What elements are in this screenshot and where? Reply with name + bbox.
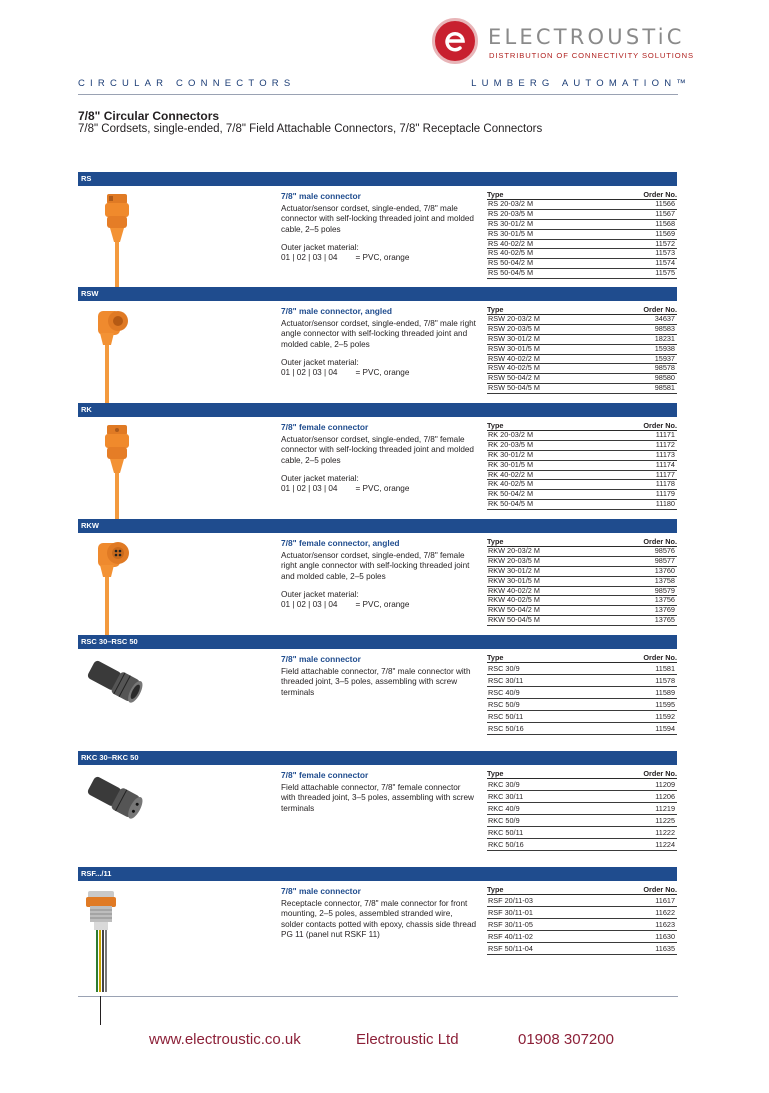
type-cell: RSC 50/9 — [488, 700, 520, 709]
product-section — [78, 172, 677, 284]
footer-divider — [78, 996, 678, 997]
type-cell: RK 50-04/5 M — [488, 499, 534, 509]
product-section — [78, 751, 677, 863]
type-cell: RSW 20-03/2 M — [488, 314, 540, 323]
order-number-cell: 98580 — [654, 373, 675, 383]
order-number-cell: 11594 — [655, 724, 675, 733]
order-number-cell: 11171 — [655, 430, 675, 439]
column-header-order: Order No. — [643, 305, 677, 314]
jacket-material: = PVC, orange — [355, 484, 410, 494]
order-number-cell: 11569 — [655, 228, 675, 238]
table-row — [487, 779, 677, 791]
column-header-type: Type — [487, 653, 504, 662]
order-table — [487, 769, 677, 851]
table-row — [487, 815, 677, 827]
column-header-order: Order No. — [643, 190, 677, 199]
order-number-cell: 11617 — [655, 896, 675, 905]
order-number-cell: 11206 — [655, 792, 675, 801]
section-header-bar: RS — [78, 172, 677, 186]
jacket-code-list: 01 | 02 | 03 | 04 — [281, 253, 338, 263]
jacket-code-list: 01 | 02 | 03 | 04 — [281, 600, 338, 610]
type-cell: RS 40-02/5 M — [488, 248, 534, 258]
product-description — [281, 306, 477, 378]
product-text: Actuator/sensor cordset, single-ended, 7/8" male right angle connector with self-locking threaded joint and molded cable, 2–5 poles — [281, 319, 476, 349]
jacket-material: = PVC, orange — [355, 368, 410, 378]
order-table — [487, 421, 677, 510]
order-number-cell: 11622 — [655, 908, 675, 917]
product-section — [78, 403, 677, 515]
order-number-cell: 98583 — [654, 323, 675, 333]
type-cell: RSF 30/11-01 — [488, 908, 533, 917]
table-row — [487, 687, 677, 699]
type-cell: RSF 40/11-02 — [488, 932, 533, 941]
section-header-bar: RKW — [78, 519, 677, 533]
product-text: Field attachable connector, 7/8" female connector with threaded joint, 3–5 poles, assembling with screw terminals — [281, 783, 474, 813]
table-row — [487, 931, 677, 943]
product-title: 7/8" female connector, angled — [281, 538, 400, 548]
type-cell: RK 20-03/2 M — [488, 430, 534, 439]
product-description — [281, 422, 477, 494]
jacket-code-list: 01 | 02 | 03 | 04 — [281, 368, 338, 378]
order-number-cell: 98577 — [654, 555, 675, 565]
order-number-cell: 15937 — [654, 353, 675, 363]
column-header-order: Order No. — [643, 653, 677, 662]
type-cell: RKW 30-01/2 M — [488, 565, 540, 575]
footer-website[interactable]: www.electroustic.co.uk — [149, 1031, 301, 1048]
product-description — [281, 770, 477, 814]
order-number-cell: 11574 — [655, 258, 675, 268]
product-description — [281, 654, 477, 698]
product-description — [281, 538, 477, 610]
product-section — [78, 635, 677, 747]
field-female-connector-icon — [80, 767, 140, 832]
type-cell: RSC 40/9 — [488, 688, 520, 697]
order-number-cell: 11222 — [655, 828, 675, 837]
column-header-type: Type — [487, 885, 504, 894]
order-number-cell: 13758 — [654, 575, 675, 585]
product-section — [78, 519, 677, 631]
order-number-cell: 11177 — [655, 469, 675, 479]
brand-logo — [432, 18, 692, 64]
product-text: Actuator/sensor cordset, single-ended, 7/8" female connector with self-locking threaded joint and molded cable, 2–5 poles — [281, 435, 474, 465]
receptacle-connector-icon — [78, 883, 138, 998]
type-cell: RSF 30/11-05 — [488, 920, 533, 929]
type-cell: RKW 30-01/5 M — [488, 575, 540, 585]
type-cell: RK 30-01/5 M — [488, 459, 534, 469]
order-table — [487, 537, 677, 626]
order-number-cell: 11174 — [655, 459, 675, 469]
order-number-cell: 11180 — [655, 499, 675, 509]
type-cell: RSW 50-04/2 M — [488, 373, 540, 383]
jacket-codes — [281, 253, 477, 263]
table-header — [487, 885, 677, 895]
order-number-cell: 11209 — [655, 780, 675, 789]
order-number-cell: 13760 — [654, 565, 675, 575]
table-row — [487, 699, 677, 711]
type-cell: RKC 50/16 — [488, 840, 524, 849]
table-row — [487, 839, 677, 851]
type-cell: RSC 30/11 — [488, 676, 524, 685]
order-number-cell: 11573 — [655, 248, 675, 258]
order-number-cell: 11595 — [655, 700, 675, 709]
product-title: 7/8" male connector — [281, 886, 361, 896]
order-number-cell: 11224 — [655, 840, 675, 849]
order-number-cell: 15938 — [654, 343, 675, 353]
order-number-cell: 11592 — [655, 712, 675, 721]
type-cell: RK 30-01/2 M — [488, 449, 534, 459]
type-cell: RSW 40-02/5 M — [488, 363, 540, 373]
order-table — [487, 305, 677, 394]
column-header-type: Type — [487, 421, 504, 430]
angled-female-cordset-icon — [88, 535, 148, 650]
type-cell: RSC 50/16 — [488, 724, 524, 733]
product-text: Field attachable connector, 7/8" male connector with threaded joint, 3–5 poles, assembling with screw terminals — [281, 667, 471, 697]
table-row — [487, 663, 677, 675]
order-number-cell: 11575 — [655, 268, 675, 278]
table-row — [487, 803, 677, 815]
type-cell: RS 30-01/2 M — [488, 218, 534, 228]
type-cell: RKC 40/9 — [488, 804, 520, 813]
jacket-codes — [281, 484, 477, 494]
type-cell: RSW 40-02/2 M — [488, 353, 540, 363]
table-row — [487, 384, 677, 394]
type-cell: RS 30-01/5 M — [488, 228, 534, 238]
table-row — [487, 675, 677, 687]
order-number-cell: 11225 — [655, 816, 675, 825]
table-header — [487, 769, 677, 779]
order-number-cell: 34637 — [654, 314, 675, 323]
section-header-bar: RSW — [78, 287, 677, 301]
straight-female-cordset-icon — [93, 419, 153, 534]
jacket-codes — [281, 368, 477, 378]
page-subtitle: 7/8" Cordsets, single-ended, 7/8" Field Attachable Connectors, 7/8" Receptacle Connectors — [78, 123, 543, 135]
type-cell: RKW 40-02/5 M — [488, 595, 540, 605]
column-header-order: Order No. — [643, 769, 677, 778]
table-row — [487, 895, 677, 907]
type-cell: RK 40-02/5 M — [488, 479, 534, 489]
order-table — [487, 885, 677, 955]
column-header-order: Order No. — [643, 885, 677, 894]
order-number-cell: 11635 — [655, 944, 675, 953]
type-cell: RSC 50/11 — [488, 712, 524, 721]
order-number-cell: 11568 — [655, 218, 675, 228]
product-title: 7/8" male connector — [281, 191, 361, 201]
type-cell: RKC 50/11 — [488, 828, 524, 837]
order-number-cell: 11630 — [655, 932, 675, 941]
type-cell: RSW 30-01/5 M — [488, 343, 540, 353]
product-title: 7/8" male connector — [281, 654, 361, 664]
jacket-codes — [281, 600, 477, 610]
type-cell: RK 20-03/5 M — [488, 439, 534, 449]
jacket-label: Outer jacket material: — [281, 473, 359, 483]
jacket-code-list: 01 | 02 | 03 | 04 — [281, 484, 338, 494]
table-row — [487, 827, 677, 839]
logo-e-icon — [432, 18, 478, 64]
section-header-bar: RKC 30–RKC 50 — [78, 751, 677, 765]
order-number-cell: 11623 — [655, 920, 675, 929]
order-number-cell: 13765 — [654, 615, 675, 625]
column-header-type: Type — [487, 537, 504, 546]
table-row — [487, 907, 677, 919]
jacket-label: Outer jacket material: — [281, 589, 359, 599]
product-text: Receptacle connector, 7/8" male connector for front mounting, 2–5 poles, assembled stranded wire, solder contacts potted with epoxy, chassis side thread PG 11 (panel nut RSKF 11) — [281, 899, 477, 939]
table-row — [487, 943, 677, 955]
table-row — [487, 711, 677, 723]
product-section — [78, 867, 677, 979]
order-number-cell: 18231 — [654, 333, 675, 343]
type-cell: RKC 50/9 — [488, 816, 520, 825]
jacket-label: Outer jacket material: — [281, 242, 359, 252]
footer-company: Electroustic Ltd — [356, 1031, 459, 1048]
type-cell: RKW 20-03/5 M — [488, 555, 540, 565]
type-cell: RS 50-04/5 M — [488, 268, 534, 278]
order-number-cell: 11581 — [655, 664, 675, 673]
section-header-bar: RSF.../11 — [78, 867, 677, 881]
order-number-cell: 98578 — [654, 363, 675, 373]
order-number-cell: 98579 — [654, 585, 675, 595]
type-cell: RSW 30-01/2 M — [488, 333, 540, 343]
order-number-cell: 13769 — [654, 605, 675, 615]
brand-tagline: DISTRIBUTION OF CONNECTIVITY SOLUTIONS — [489, 51, 694, 60]
table-row — [487, 723, 677, 735]
order-number-cell: 11566 — [655, 199, 675, 208]
jacket-label: Outer jacket material: — [281, 357, 359, 367]
column-header-order: Order No. — [643, 537, 677, 546]
page-marker — [100, 996, 101, 1025]
order-table — [487, 190, 677, 279]
product-section — [78, 287, 677, 399]
category-header: CIRCULAR CONNECTORS — [78, 78, 296, 89]
product-title: 7/8" male connector, angled — [281, 306, 393, 316]
column-header-order: Order No. — [643, 421, 677, 430]
order-number-cell: 11567 — [655, 208, 675, 218]
order-number-cell: 13756 — [654, 595, 675, 605]
type-cell: RK 50-04/2 M — [488, 489, 534, 499]
order-number-cell: 11178 — [655, 479, 675, 489]
type-cell: RS 50-04/2 M — [488, 258, 534, 268]
order-number-cell: 98581 — [654, 383, 675, 393]
order-number-cell: 11172 — [655, 439, 675, 449]
order-number-cell: 11578 — [655, 676, 675, 685]
section-header-bar: RSC 30–RSC 50 — [78, 635, 677, 649]
product-description — [281, 191, 477, 263]
product-text: Actuator/sensor cordset, single-ended, 7/8" female right angle connector with self-locking threaded joint and molded cable, 2–5 poles — [281, 551, 470, 581]
type-cell: RKW 50-04/5 M — [488, 615, 540, 625]
header-divider — [78, 94, 678, 95]
field-male-connector-icon — [80, 651, 140, 716]
manufacturer-header: LUMBERG AUTOMATION™ — [471, 78, 691, 89]
type-cell: RSC 30/9 — [488, 664, 520, 673]
type-cell: RKC 30/9 — [488, 780, 520, 789]
order-number-cell: 11219 — [655, 804, 675, 813]
section-header-bar: RK — [78, 403, 677, 417]
jacket-material: = PVC, orange — [355, 600, 410, 610]
type-cell: RS 20-03/2 M — [488, 199, 534, 208]
table-row — [487, 269, 677, 279]
type-cell: RKC 30/11 — [488, 792, 524, 801]
page-title: 7/8" Circular Connectors — [78, 109, 220, 123]
straight-male-cordset-icon — [93, 188, 153, 303]
column-header-type: Type — [487, 190, 504, 199]
order-table — [487, 653, 677, 735]
type-cell: RKW 20-03/2 M — [488, 546, 540, 555]
order-number-cell: 98576 — [654, 546, 675, 555]
table-row — [487, 500, 677, 510]
angled-male-cordset-icon — [88, 303, 148, 418]
product-title: 7/8" female connector — [281, 422, 369, 432]
brand-name: ELECTROUSTiC — [488, 25, 685, 49]
type-cell: RSF 50/11-04 — [488, 944, 533, 953]
table-header — [487, 653, 677, 663]
jacket-material: = PVC, orange — [355, 253, 410, 263]
column-header-type: Type — [487, 769, 504, 778]
type-cell: RKW 50-04/2 M — [488, 605, 540, 615]
product-text: Actuator/sensor cordset, single-ended, 7/8" male connector with self-locking threaded joint and molded cable, 2–5 poles — [281, 204, 474, 234]
type-cell: RKW 40-02/2 M — [488, 585, 540, 595]
order-number-cell: 11179 — [655, 489, 675, 499]
table-row — [487, 791, 677, 803]
type-cell: RS 40-02/2 M — [488, 238, 534, 248]
product-description — [281, 886, 477, 940]
footer-phone: 01908 307200 — [518, 1031, 614, 1048]
type-cell: RSF 20/11-03 — [488, 896, 533, 905]
product-title: 7/8" female connector — [281, 770, 369, 780]
order-number-cell: 11589 — [655, 688, 675, 697]
column-header-type: Type — [487, 305, 504, 314]
type-cell: RS 20-03/5 M — [488, 208, 534, 218]
table-row — [487, 919, 677, 931]
table-row — [487, 616, 677, 626]
type-cell: RSW 50-04/5 M — [488, 383, 540, 393]
type-cell: RK 40-02/2 M — [488, 469, 534, 479]
type-cell: RSW 20-03/5 M — [488, 323, 540, 333]
order-number-cell: 11572 — [655, 238, 675, 248]
order-number-cell: 11173 — [655, 449, 675, 459]
